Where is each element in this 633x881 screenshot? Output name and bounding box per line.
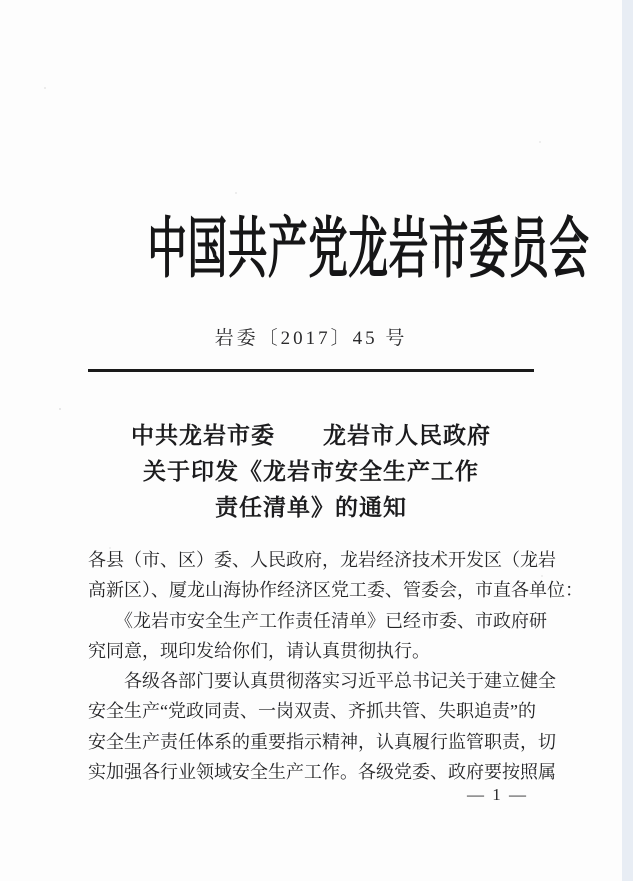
body-text-line: 高新区）、厦龙山海协作经济区党工委、管委会，市直各单位： — [88, 580, 583, 601]
body-text-line: 安全生产责任体系的重要指示精神，认真履行监管职责，切 — [88, 731, 556, 752]
body-text-line: 实加强各行业领域安全生产工作。各级党委、政府要按照属 — [88, 762, 556, 783]
body-text-line: 《龙岩市安全生产工作责任清单》已经市委、市政府研 — [88, 610, 547, 631]
masthead-divider-line — [88, 369, 534, 372]
body-text-line: 各县（市、区）委、人民政府，龙岩经济技术开发区（龙岩 — [88, 550, 556, 570]
issuing-org-masthead-text: 中国共产党龙岩市委员会 — [147, 213, 590, 286]
document-title-line: 关于印发《龙岩市安全生产工作 — [143, 459, 479, 484]
document-reference-number: 岩委〔2017〕45 号 — [214, 328, 408, 349]
scanner-edge-strip — [622, 0, 633, 881]
document-body — [88, 545, 583, 787]
document-title-line: 责任清单》的通知 — [215, 495, 407, 520]
body-text-line: 各级各部门要认真贯彻落实习近平总书记关于建立健全 — [88, 671, 556, 692]
issuing-org-masthead — [0, 214, 622, 286]
body-text-line: 究同意，现印发给你们，请认真贯彻执行。 — [88, 640, 430, 661]
page-number: — 1 — — [467, 785, 528, 804]
document-title-line: 中共龙岩市委 龙岩市人民政府 — [131, 423, 491, 448]
document-title — [0, 418, 622, 526]
body-text-line: 安全生产“党政同责、一岗双责、齐抓共管、失职追责”的 — [88, 701, 536, 722]
